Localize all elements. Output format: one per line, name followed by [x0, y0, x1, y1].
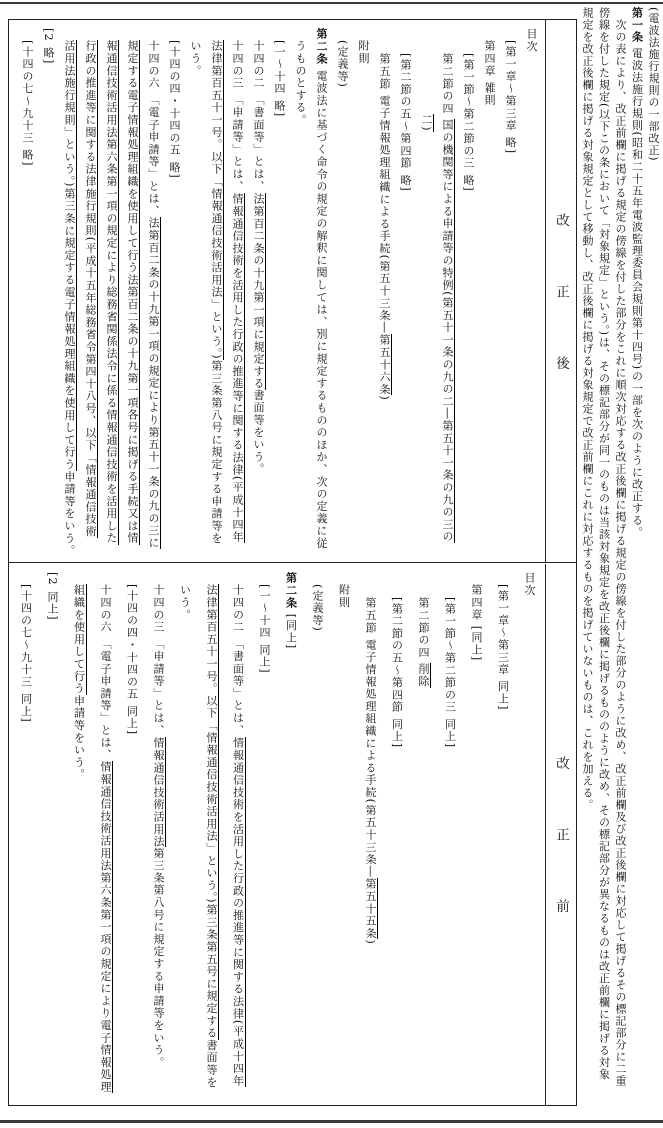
text-column	[628, 7, 645, 1121]
sideline-marked-text: 法第百二条の十九第一項の規定により第五十一条の九の三に	[147, 217, 160, 550]
text-column	[65, 572, 92, 1097]
text-segment: 目次	[525, 28, 538, 53]
text-segment: 次の表により、改正前欄に掲げる規定の傍線を付した部分をこれに順次対応する改正後欄に掲げる規定の傍線を付した部分のように改め、改正前欄及び改正後欄に対応して掲げるその標記部分に二重	[614, 19, 627, 1088]
text-segment: 書面等をいう。	[252, 389, 265, 476]
sideline-marked-text: 二)	[420, 114, 433, 132]
text-column	[185, 28, 206, 554]
text-segment: 附則	[337, 584, 351, 609]
text-segment: [十四の四・十四の五 同上]	[125, 584, 139, 736]
sideline-marked-text: 削除	[417, 662, 430, 688]
text-segment: 十四の二 「書面等」とは、	[252, 40, 265, 193]
text-segment: 第二節の四	[441, 52, 454, 119]
text-column	[579, 7, 596, 1121]
text-column	[277, 572, 304, 1097]
text-column	[101, 28, 122, 554]
sideline-marked-text: 国の機関等による申請等の特例(第五十一条の九の二―第五十一条の九の三の	[441, 118, 454, 543]
sideline-marked-text: 行政の推進等に関する法律施行規則(平成十五年総務省令第四十八号、以下「情報通信技術	[84, 40, 97, 538]
current-text	[9, 564, 545, 1105]
text-segment: (電波法施行規則の一部改正)	[647, 7, 660, 162]
revised-label: 改正後	[553, 212, 569, 428]
text-segment: [第一節〜第二節の三 同上]	[443, 596, 457, 748]
sideline-marked-text: 情報通信技術を活用した行政の推進等に関する法律(平成十四年	[231, 736, 245, 1087]
text-column	[92, 572, 119, 1097]
text-segment: (定義等)	[336, 40, 349, 89]
text-segment: 第三条第八号に規定する申請等を	[210, 360, 223, 545]
text-column	[145, 572, 172, 1097]
text-column	[290, 28, 311, 554]
text-column	[122, 28, 143, 554]
text-segment: [十四の七〜九十三 同上]	[19, 584, 33, 724]
text-segment: 十四の六 「電子申請等」とは、	[99, 584, 112, 762]
text-segment: [一〜十四 同上]	[258, 584, 271, 675]
text-segment: 第一条	[630, 7, 644, 43]
text-column	[595, 7, 612, 1121]
text-column	[330, 572, 357, 1097]
sideline-marked-text: 情報通信技術活用法	[152, 736, 165, 848]
text-column	[489, 572, 516, 1097]
text-column	[304, 572, 331, 1097]
text-column	[12, 572, 39, 1097]
text-column	[416, 28, 437, 554]
text-segment: 十四の三 「申請等」とは、	[231, 40, 244, 193]
text-segment: [第二節の五〜第四節 略]	[399, 52, 412, 192]
revised-label-cell	[545, 20, 576, 562]
text-segment: 申請等をいう。	[72, 695, 86, 782]
text-column	[80, 28, 101, 554]
text-segment: 第二節の四	[417, 596, 430, 663]
text-column	[437, 28, 458, 554]
text-segment: )	[378, 395, 391, 401]
text-column	[383, 572, 410, 1097]
sideline-marked-text: 組織を使用して行う	[72, 584, 86, 695]
text-column	[458, 28, 479, 554]
text-segment: 第三条第八号に規定する申請等をいう。	[152, 847, 165, 1069]
text-column	[612, 7, 629, 1121]
text-segment: 第二条	[284, 572, 298, 609]
old-new-comparison-table	[8, 19, 577, 1106]
text-segment: 十四の二 「書面等」とは、	[231, 584, 245, 737]
text-column	[206, 28, 227, 554]
sideline-marked-text: 第五十五条	[364, 877, 377, 940]
text-segment: 十四の六 「電子申請等」とは、	[147, 40, 160, 218]
text-column	[311, 28, 332, 554]
text-segment: (定義等)	[311, 584, 324, 633]
text-column	[248, 28, 269, 554]
text-segment: 電波法に基づく命令の規定の解釈に関しては、別に規定するもののほか、次の定義に従	[315, 64, 328, 550]
text-column	[143, 28, 164, 554]
text-segment: [同上]	[284, 608, 298, 650]
text-segment: 第四章 雑則	[483, 40, 496, 107]
text-segment: )	[364, 939, 377, 945]
sideline-marked-text: 規定する電子情報処理組織を使用して行う法第百二条の十九第一項各号に掲げる手続又は情	[126, 40, 139, 545]
text-segment: 第二条	[315, 28, 328, 65]
text-segment: いう。	[189, 40, 202, 78]
text-segment: [第一章〜第三章 同上]	[496, 584, 510, 711]
text-segment: 第四章 [同上]	[470, 584, 483, 662]
text-segment: [十四の七〜九十三 略]	[21, 40, 34, 167]
text-column	[198, 572, 225, 1097]
text-column	[645, 7, 662, 1121]
text-column	[516, 572, 543, 1097]
amendment-intro-paragraph	[579, 7, 662, 1121]
text-column	[395, 28, 416, 554]
text-segment: [一〜十四 略]	[273, 40, 286, 118]
text-segment: 目次	[523, 572, 536, 597]
text-column	[224, 572, 251, 1097]
text-column	[38, 28, 59, 554]
revised-text	[9, 20, 545, 562]
page-bottom-rule	[0, 1120, 663, 1123]
text-column	[479, 28, 500, 554]
text-column	[332, 28, 353, 554]
text-column	[436, 572, 463, 1097]
text-column	[251, 572, 278, 1097]
text-column	[500, 28, 521, 554]
current-label: 改正前	[553, 756, 569, 971]
text-segment: 第五節 電子情報処理組織による手続(第五十三条―	[364, 596, 377, 878]
text-column	[164, 28, 185, 554]
text-segment: 附則	[357, 40, 370, 65]
text-column	[17, 28, 38, 554]
text-column	[521, 28, 542, 554]
current-section	[9, 564, 576, 1105]
text-segment: 書面等を	[205, 1039, 218, 1089]
text-column	[353, 28, 374, 554]
text-segment: [十四の四・十四の五 略]	[168, 40, 181, 180]
text-segment: 傍線を付した規定(以下この条において「対象規定」という。)は、その標記部分が同一のものは当該対象規定を改正後欄に掲げるもののように改め、その標記部分が異なるものは改正前欄に掲げる対象	[597, 7, 611, 1081]
text-segment: 第五節 電子情報処理組織による手続(第五十三条―	[378, 52, 391, 334]
text-column	[269, 28, 290, 554]
text-segment: [第一節〜第二節の三 略]	[462, 52, 475, 192]
sideline-marked-text: 活用法施行規則」という。)第三条に規定する電子情報処理組織を使用して行う	[63, 40, 76, 471]
page-top-rule	[0, 2, 663, 4]
text-column	[118, 572, 145, 1097]
text-column	[374, 28, 395, 554]
text-column	[410, 572, 437, 1097]
text-column	[357, 572, 384, 1097]
text-segment: いう。	[178, 584, 192, 622]
text-column	[39, 572, 66, 1097]
sideline-marked-text: 報通信技術活用法第六条第一項の規定により総務省関係法令に係る情報通信技術を活用した	[105, 40, 118, 545]
sideline-marked-text: 法律第百五十一号。以下「情報通信技術活用法」という。)第三条第五号に規定する	[205, 584, 218, 1040]
sideline-marked-text: 第五十六条	[378, 333, 391, 396]
text-segment: [第二節の五〜第四節 同上]	[390, 596, 404, 748]
sideline-marked-text: 情報通信技術活用法第六条第一項の規定により電子情報処理	[99, 761, 112, 1094]
sideline-marked-text: 法第百二条の十九第一項に規定する	[252, 192, 265, 390]
text-column	[227, 28, 248, 554]
text-column	[171, 572, 198, 1097]
text-segment: [2 同上]	[46, 572, 59, 621]
text-segment: [第一章〜第三章 略]	[504, 40, 517, 155]
text-segment: 申請等をいう。	[63, 470, 76, 557]
text-segment: 十四の三 「申請等」とは、	[152, 584, 165, 737]
current-label-cell	[545, 564, 576, 1105]
sideline-marked-text: 法律第百五十一号。以下「情報通信技術活用法」という。)	[210, 40, 223, 361]
text-segment: 規定を改正後欄に掲げる対象規定として移動し、改正後欄に掲げる対象規定で改正前欄にこれに対応するものを掲げていないものは、これを加える。	[581, 7, 594, 811]
text-segment: [2 略]	[42, 28, 55, 65]
text-column	[463, 572, 490, 1097]
sideline-marked-text: 情報通信技術を活用した行政の推進等に関する法律(平成十四年	[231, 192, 244, 543]
text-column	[59, 28, 80, 557]
text-segment: うものとする。	[294, 40, 307, 127]
text-segment: 電波法施行規則(昭和二十五年電波監理委員会規則第十四号)の一部を次のように改正する。	[630, 43, 644, 539]
revised-section	[9, 20, 576, 563]
